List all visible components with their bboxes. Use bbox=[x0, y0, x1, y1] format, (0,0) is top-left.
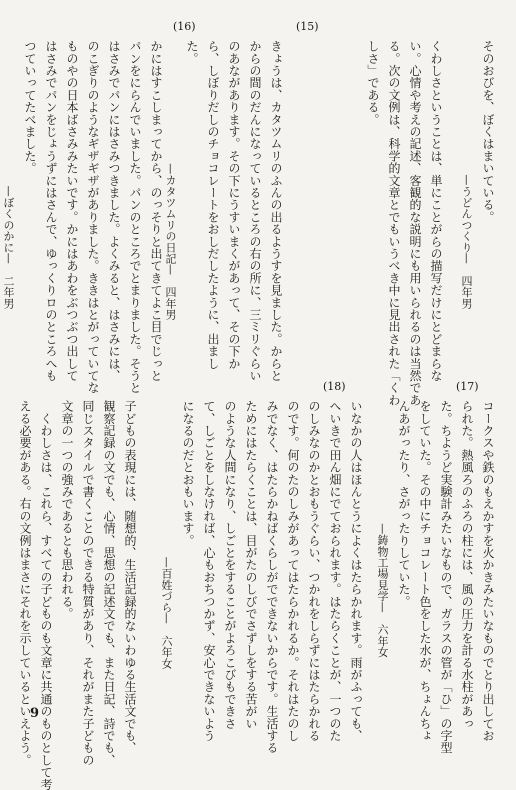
example-number-16: (16) bbox=[173, 20, 196, 33]
text-line: られた。熱風ろのふろの柱には、風の圧力を計る水柱があっ bbox=[460, 400, 474, 730]
text-line: しさ」である。 bbox=[366, 40, 380, 126]
text-line: のこぎりのようなギザギザがありました。ききはとがっていてな bbox=[86, 40, 100, 394]
text-line: 観察記録の文でも、心情、思想の記述文でも、また日記、詩でも、 bbox=[102, 400, 116, 766]
text-line: 子どもの表現には、随想的、生活記録的ないわゆる生活文でも、 bbox=[123, 400, 137, 754]
example-number-18: (18) bbox=[323, 380, 346, 393]
signature: —カタツムリの日記— 四年男 bbox=[164, 40, 177, 320]
text-line: た。 bbox=[185, 40, 199, 65]
text-line: そのおびを、ぼくはまいている。 bbox=[481, 40, 495, 223]
text-line: になるのだとおもいます。 bbox=[181, 400, 195, 547]
text-line: える必要がある。右の文例はまさにそれを示しているといえよう。 bbox=[18, 400, 32, 766]
text-line: る。次の文例は、科学的文章とでもいうべき中に見出された「くわ bbox=[387, 40, 401, 406]
text-block-commentary bbox=[362, 40, 446, 406]
example-number-15: (15) bbox=[296, 20, 319, 33]
text-line: のような人間になり、しごとをすることがよろこびもできさ bbox=[223, 400, 237, 730]
signature: —鋳物工場見学— 六年女 bbox=[376, 400, 389, 658]
text-line: い。心情や考えの記述、客観的な説明にも用いられるのは当然であ bbox=[408, 40, 422, 406]
text-block-conclusion bbox=[14, 400, 140, 790]
text-line: パンをにらんでいました。パンのところでとまりました。そうと bbox=[128, 40, 142, 394]
text-line: へいきで田ん畑にでておられます。はたらくことが、一つのた bbox=[328, 400, 342, 742]
text-block-example-17 bbox=[372, 400, 498, 754]
text-line: かにはすこしまってから、のっそりと出てきてよこ目でじっと bbox=[149, 40, 163, 382]
text-line: きょうは、カタツムリのふんの出るようすを見ました。からと bbox=[269, 40, 283, 382]
text-line: 文章の一つの強みであるとも思われる。 bbox=[60, 400, 74, 620]
text-block-prev-example bbox=[456, 40, 498, 340]
page-number: 9 bbox=[30, 706, 40, 721]
text-line: つていってたべました。 bbox=[23, 40, 37, 175]
text-line: はさみでパンにはさみつきました。よくみると、はさみには、 bbox=[107, 40, 121, 382]
text-line: をしていた。その中にチョコレート色をした水が、ちょんちょ bbox=[418, 400, 432, 742]
text-line: ものやの日本ばさみみたいです。かにはあわをぶつぶつ出して bbox=[65, 40, 79, 382]
text-line: て、しごとをしなければ、心もおちつかず、安心できないよう bbox=[202, 400, 216, 742]
text-line: くわしさは、これら、すべての子どものも文章に共通のものとして考 bbox=[39, 400, 53, 790]
text-block-example-18 bbox=[156, 400, 366, 754]
signature: —百姓づら— 六年女 bbox=[160, 400, 173, 669]
text-line: くわしさということは、単にことがらの描写だけにとどまらな bbox=[429, 40, 443, 382]
example-number-17: (17) bbox=[456, 380, 479, 393]
text-line: んあがったり、さがったりしていた。 bbox=[397, 400, 411, 608]
text-line: いなかの人はほんとうによくはたらかれます。雨がふっても、 bbox=[349, 400, 363, 742]
signature: —ぼくのかに— 二年男 bbox=[2, 40, 15, 309]
text-line: のです。何のたのしみがあってはたらかれるか。それはたのし bbox=[286, 400, 300, 742]
text-line: ら、しぼりだしのチョコレートをおしだしたように、出まし bbox=[206, 40, 220, 370]
text-line: のあながあります。その下にうすいまくがあって、その下か bbox=[227, 40, 241, 370]
text-line: ためにはたらくことは、目がたのしびでさずしをする苦がい bbox=[244, 400, 258, 730]
text-line: た。ちようど実験計みたいなもので、ガラスの管が「ひ」の字型 bbox=[439, 400, 453, 754]
text-line: からの間のだんになっているところの右の所に、三ミリぐらい bbox=[248, 40, 262, 382]
text-line: みでなく、はたらかねばくらしがでできないからです。生活する bbox=[265, 400, 279, 754]
text-line: 同じスタイルで書くことのできる特質があり、それがまた子どもの bbox=[81, 400, 95, 766]
text-block-example-16 bbox=[0, 40, 166, 394]
text-line: はさみでパンをじょうずにはさんで、ゆっくりロのところへも bbox=[44, 40, 58, 382]
text-block-example-15 bbox=[160, 40, 286, 382]
text-line: コークスや鉄のもえかすを火かきみたいなものでとり出してお bbox=[481, 400, 495, 742]
signature: —うどんつくり— 四年男 bbox=[460, 40, 473, 309]
text-line: のしみなのかとおもうぐらい、つかれをしらずにはたらかれる bbox=[307, 400, 321, 742]
